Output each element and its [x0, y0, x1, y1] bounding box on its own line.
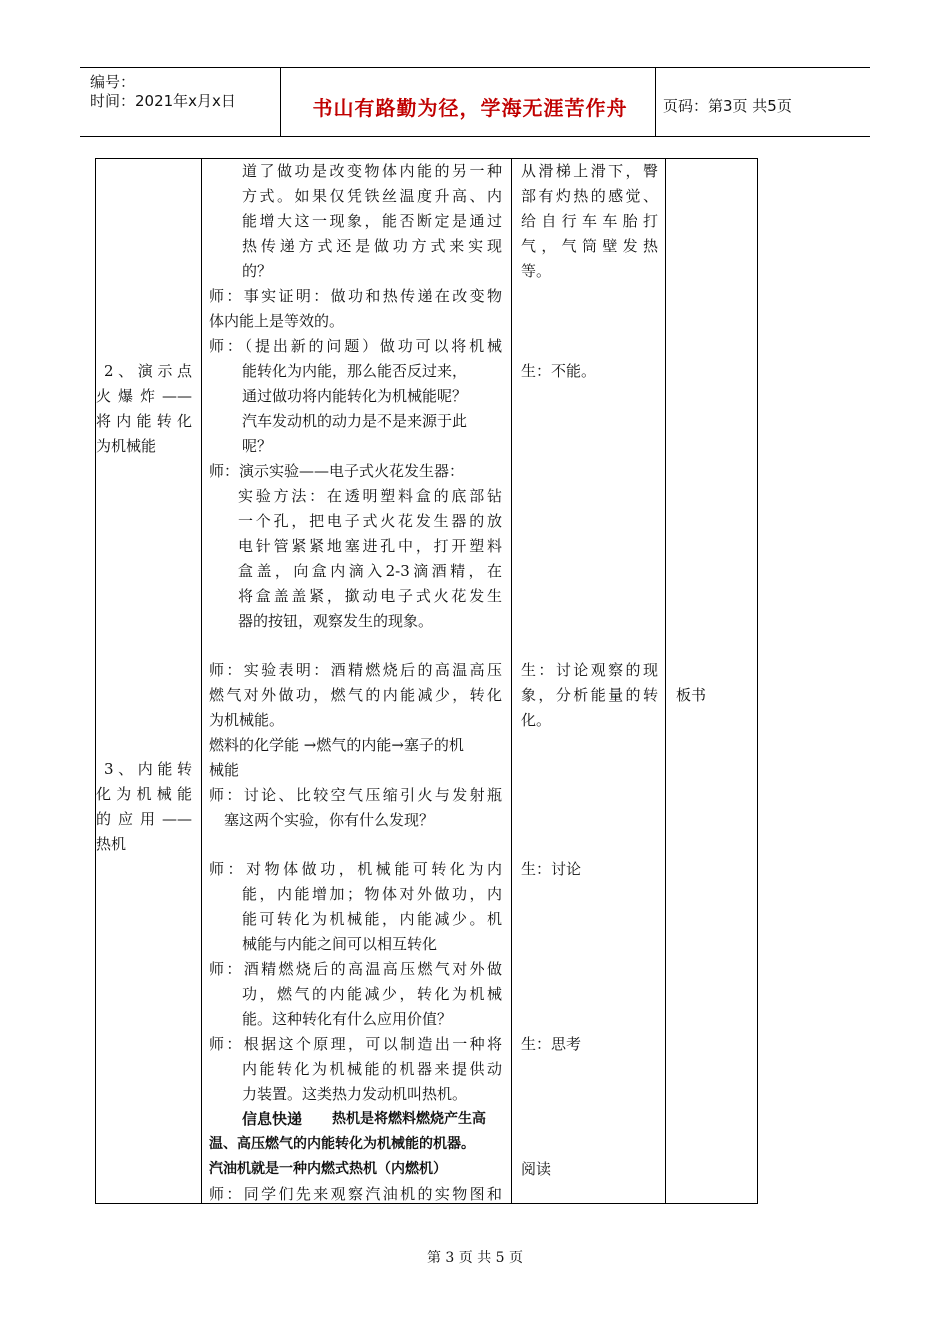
teacher-line: 能转化为内能，那么能否反过来，: [242, 362, 468, 380]
teacher-line: 的？: [242, 262, 273, 280]
topic-line: 火爆炸——: [96, 387, 192, 405]
info-box-text: 温、高压燃气的内能转化为机械能的机器。: [209, 1136, 475, 1152]
student-line: 给自行车车胎打: [521, 212, 658, 230]
teacher-line: 能。这种转化有什么应用价值？: [242, 1010, 453, 1028]
teacher-line: 师：事实证明：做功和热传递在改变物: [209, 287, 502, 305]
topic-line: 为机械能: [96, 437, 157, 455]
topic-line: 的应用——: [96, 810, 192, 828]
student-line: 部有灼热的感觉、: [521, 187, 658, 205]
note-blackboard: 板书: [676, 686, 707, 704]
teacher-line: 呢？: [242, 437, 273, 455]
teacher-line: 道了做功是改变物体内能的另一种: [242, 162, 502, 180]
teacher-line: 力装置。这类热力发动机叫热机。: [242, 1085, 468, 1103]
student-line: 生：讨论观察的现: [521, 661, 658, 679]
student-line: 生：讨论: [521, 860, 582, 878]
topic-line: 将内能转化: [96, 412, 192, 430]
teacher-line: 师：实验表明：酒精燃烧后的高温高压: [209, 661, 502, 679]
teacher-line: 体内能上是等效的。: [209, 312, 345, 330]
teacher-line: 师：酒精燃烧后的高温高压燃气对外做: [209, 960, 502, 978]
teacher-line: 师：讨论、比较空气压缩引火与发射瓶: [209, 786, 502, 804]
teacher-line: 塞这两个实验，你有什么发现？: [224, 811, 435, 829]
teacher-line: 方式。如果仅凭铁丝温度升高、内: [242, 187, 502, 205]
student-line: 等。: [521, 262, 552, 280]
info-box-text: 热机是将燃料燃烧产生高: [332, 1111, 486, 1127]
student-line: 从滑梯上滑下，臀: [521, 162, 658, 180]
teacher-line: 师：根据这个原理，可以制造出一种将: [209, 1035, 502, 1053]
teacher-line: 盒盖，向盒内滴入2-3滴酒精，在: [238, 562, 502, 580]
doc-time-label: 时间：2021年x月x日: [90, 92, 236, 110]
topic-line: 2、演示点: [104, 362, 192, 380]
teacher-line: 师：（提出新的问题）做功可以将机械: [209, 337, 502, 355]
lesson-table: [95, 158, 758, 1204]
student-line: 气，气筒壁发热: [521, 237, 658, 255]
teacher-line: 燃气对外做功，燃气的内能减少，转化: [209, 686, 502, 704]
header-motto: 书山有路勤为径，学海无涯苦作舟: [312, 96, 628, 120]
page-footer: 第 3 页 共 5 页: [426, 1250, 524, 1266]
teacher-line: 实验方法：在透明塑料盒的底部钻: [238, 487, 502, 505]
doc-number-label: 编号：: [90, 73, 136, 91]
teacher-line: 师：演示实验——电子式火花发生器：: [209, 462, 465, 480]
student-line: 阅读: [521, 1160, 552, 1178]
info-box-title: 信息快递: [242, 1110, 303, 1128]
teacher-line: 能增大这一现象，能否断定是通过: [242, 212, 502, 230]
topic-line: 化为机械能: [96, 785, 192, 803]
teacher-line: 内能转化为机械能的机器来提供动: [242, 1060, 502, 1078]
column-divider: [511, 159, 512, 1203]
info-box-text: 汽油机就是一种内燃式热机（内燃机）: [209, 1161, 447, 1177]
teacher-line: 通过做功将内能转化为机械能呢？: [242, 387, 468, 405]
student-line: 象，分析能量的转: [521, 686, 658, 704]
header-divider: [280, 68, 281, 136]
teacher-line: 能可转化为机械能，内能减少。机: [242, 910, 502, 928]
header-divider: [655, 68, 656, 136]
teacher-line: 热传递方式还是做功方式来实现: [242, 237, 502, 255]
topic-line: 3、内能转: [104, 760, 192, 778]
teacher-line: 燃料的化学能 →燃气的内能→塞子的机: [209, 736, 464, 754]
teacher-line: 师：对物体做功，机械能可转化为内: [209, 860, 502, 878]
student-line: 化。: [521, 711, 552, 729]
teacher-line: 将盒盖盖紧，撳动电子式火花发生: [238, 587, 502, 605]
page-header: [80, 67, 870, 137]
student-line: 生：不能。: [521, 362, 597, 380]
teacher-line: 械能: [209, 761, 240, 779]
teacher-line: 能，内能增加；物体对外做功，内: [242, 885, 502, 903]
column-divider: [665, 159, 666, 1203]
student-line: 生：思考: [521, 1035, 582, 1053]
teacher-line: 电针管紧紧地塞进孔中，打开塑料: [238, 537, 502, 555]
teacher-line: 汽车发动机的动力是不是来源于此: [242, 412, 468, 430]
teacher-line: 功，燃气的内能减少，转化为机械: [242, 985, 502, 1003]
teacher-line: 一个孔，把电子式火花发生器的放: [238, 512, 502, 530]
teacher-line: 器的按钮，观察发生的现象。: [238, 612, 434, 630]
teacher-line: 械能与内能之间可以相互转化: [242, 935, 438, 953]
header-page-info: 页码：第3页 共5页: [663, 97, 792, 115]
teacher-line: 师：同学们先来观察汽油机的实物图和: [209, 1185, 502, 1203]
teacher-line: 为机械能。: [209, 711, 285, 729]
column-divider: [201, 159, 202, 1203]
topic-line: 热机: [96, 835, 127, 853]
